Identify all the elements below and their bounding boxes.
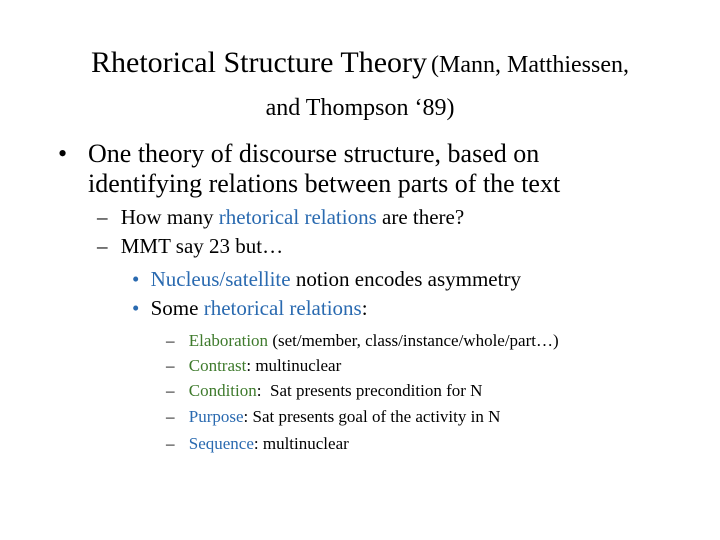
sub-sub-item-1-highlight: Nucleus/satellite xyxy=(150,267,291,291)
sub-sub-item-1 xyxy=(132,267,521,291)
title-main: Rhetorical Structure Theory xyxy=(91,46,428,79)
relation-desc: : multinuclear xyxy=(246,356,342,375)
bullet-1-line-1: One theory of discourse structure, based on xyxy=(88,139,540,168)
relation-item xyxy=(166,331,559,351)
sub-item-2-text: MMT say 23 but… xyxy=(120,234,284,258)
bullet-marker: • xyxy=(132,267,140,291)
relation-desc: : Sat presents precondition for N xyxy=(256,381,483,400)
relation-name: Elaboration xyxy=(188,331,269,350)
sub-sub-item-2 xyxy=(132,296,368,320)
bullet-1-line-2: identifying relations between parts of the text xyxy=(88,169,561,198)
relation-desc: (set/member, class/instance/whole/part…) xyxy=(268,331,559,350)
bullet-marker: • xyxy=(132,296,140,320)
dash-marker: – xyxy=(97,205,108,229)
relation-name: Condition xyxy=(188,381,257,400)
title-citation-1: (Mann, Matthiessen, xyxy=(431,52,629,78)
dash-marker: – xyxy=(166,407,175,426)
sub-sub-item-1-post: notion encodes asymmetry xyxy=(290,267,521,291)
relation-item xyxy=(166,381,482,401)
relation-name: Sequence xyxy=(188,434,254,453)
sub-item-1-highlight: rhetorical relations xyxy=(218,205,377,229)
title-citation-2: and Thompson ‘89) xyxy=(265,95,455,121)
slide-title xyxy=(0,43,720,131)
relation-desc: : multinuclear xyxy=(253,434,349,453)
relation-name: Contrast xyxy=(188,356,247,375)
relation-desc: : Sat presents goal of the activity in N xyxy=(243,407,501,426)
sub-item-1 xyxy=(97,205,464,229)
sub-sub-item-2-highlight: rhetorical relations xyxy=(203,296,362,320)
sub-item-1-pre: How many xyxy=(120,205,219,229)
relation-name: Purpose xyxy=(188,407,244,426)
dash-marker: – xyxy=(166,331,175,350)
relation-item xyxy=(166,434,349,454)
bullet-marker: • xyxy=(58,139,68,168)
sub-sub-item-2-post: : xyxy=(361,296,368,320)
dash-marker: – xyxy=(166,381,175,400)
sub-sub-item-2-pre: Some xyxy=(150,296,204,320)
sub-item-2 xyxy=(97,234,283,258)
sub-item-1-post: are there? xyxy=(376,205,465,229)
dash-marker: – xyxy=(97,234,108,258)
dash-marker: – xyxy=(166,356,175,375)
relation-item xyxy=(166,407,500,427)
dash-marker: – xyxy=(166,434,175,453)
relation-item xyxy=(166,356,341,376)
